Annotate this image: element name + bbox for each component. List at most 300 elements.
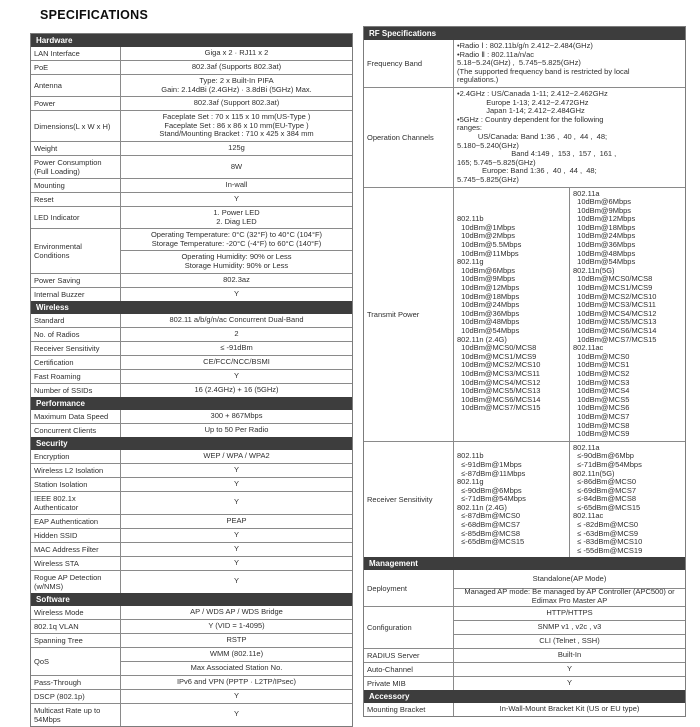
spec-value-line: 10dBm@MCS5/MCS13 [573,317,657,327]
spec-value-line: 10dBm@MCS3 [573,377,630,387]
spec-value-line: Y (VID = 1-4095) [208,620,265,630]
spec-value [121,193,352,206]
spec-value [121,464,352,477]
spec-value-subrow [121,424,352,437]
spec-label: LAN Interface [31,47,121,60]
spec-value-subrow [454,663,685,676]
spec-value [121,288,352,301]
section-header-wireless: Wireless [31,301,352,314]
spec-label: Antenna [31,75,121,96]
spec-value-line: ≤ -83dBm@MCS10 [573,537,643,547]
spec-value-cell [121,328,352,341]
spec-row [364,703,685,716]
spec-row [31,96,352,110]
spec-row [31,528,352,542]
spec-value-line: Standalone(AP Mode) [532,573,607,583]
spec-value-line: WMM (802.11e) [209,648,264,658]
spec-value-line: CLI (Telnet , SSH) [539,635,600,645]
spec-value-line: 802.11g [457,477,484,487]
spec-value-subrow [121,661,352,675]
spec-value-line: Y [233,370,239,380]
spec-label: Multicast Rate up to 54Mbps [31,704,121,726]
spec-label: Spanning Tree [31,634,121,647]
spec-value-line: •2.4GHz : US/Canada 1-11; 2.412~2.462GHz [457,88,608,98]
spec-label: Power Consumption (Full Loading) [31,156,121,178]
spec-value-line: ≤-84dBm@MCS8 [573,494,636,504]
spec-value-subrow [121,156,352,178]
spec-value [121,97,352,110]
spec-value-line: 10dBm@MCS1/MCS9 [457,351,537,361]
spec-row [31,606,352,619]
spec-value-cell [121,111,352,141]
spec-value-line: regulations.) [457,75,499,85]
spec-value-subrow [121,690,352,703]
spec-label: Receiver Sensitivity [364,442,454,558]
spec-value-cell [121,676,352,689]
spec-value-cell [121,464,352,477]
spec-value-line: ≤-69dBm@MCS7 [573,485,636,495]
spec-value [121,61,352,74]
spec-value-line: SNMP v1 , v2c , v3 [537,621,602,631]
spec-value-line: 10dBm@MCS4/MCS12 [457,377,541,387]
spec-value-subrow [121,529,352,542]
spec-label: Reset [31,193,121,206]
spec-value-cell [454,607,685,620]
spec-value-subrow [121,370,352,383]
spec-value-line: Y [233,478,239,488]
spec-value-cell [569,442,685,558]
spec-value-line: ≤-87dBm@11Mbps [457,468,526,478]
spec-value [454,442,685,558]
spec-label: QoS [31,648,121,675]
spec-value-line: Up to 50 Per Radio [204,424,269,434]
spec-row [31,410,352,423]
spec-value-subrow [121,142,352,155]
spec-value [121,543,352,556]
spec-value-line: ≤ -55dBm@MCS19 [573,545,643,555]
spec-value-subrow [121,314,352,327]
spec-label: Configuration [364,607,454,648]
spec-value-line: 802.11n(5G) [573,468,615,478]
spec-value-cell [121,557,352,570]
spec-value-subrow [121,250,352,272]
spec-label: Standard [31,314,121,327]
spec-value-line: 10dBm@MCS3/MCS11 [573,300,656,310]
spec-value-cell [121,193,352,206]
spec-row [31,689,352,703]
spec-value-line: 10dBm@24Mbps [457,300,520,310]
spec-value-line: In-Wall-Mount Bracket Kit (US or EU type) [499,703,640,713]
spec-value [121,424,352,437]
spec-value-line: 802.11g [457,257,484,267]
spec-label: Rogue AP Detection (w/NMS) [31,571,121,593]
spec-row [364,676,685,690]
spec-value [121,384,352,397]
spec-value-line: ≤-71dBm@54Mbps [573,459,642,469]
spec-label: Frequency Band [364,40,454,87]
spec-value-subrow [454,588,685,606]
spec-row [31,341,352,355]
spec-value-cell [121,75,352,96]
spec-label: Mounting [31,179,121,192]
spec-row [31,703,352,726]
spec-value [454,40,685,87]
spec-value-subrow [454,677,685,690]
spec-value-line: 10dBm@6Mbps [457,265,516,275]
spec-value-line: 5.180~5.240(GHz) [457,140,519,150]
spec-value-line: ≤ -82dBm@MCS0 [573,520,639,530]
spec-value-line: In-wall [225,180,248,190]
spec-value-subrow [121,606,352,619]
spec-label: Weight [31,142,121,155]
spec-row [364,187,685,441]
spec-value-line: ≤-65dBm@MCS15 [457,537,525,547]
spec-value-line: 10dBm@18Mbps [457,291,520,301]
spec-value-subrow [454,442,685,558]
spec-value-line: 10dBm@12Mbps [457,283,520,293]
spec-value-line: 10dBm@2Mbps [457,231,516,241]
spec-value-subrow [121,543,352,556]
spec-value-line: 10dBm@MCS2 [573,368,630,378]
spec-value-line: •Radio Ⅱ : 802.11a/n/ac [457,49,535,59]
spec-label: Wireless STA [31,557,121,570]
spec-value-line: 10dBm@MCS4 [573,386,630,396]
spec-row [31,178,352,192]
spec-value-line: 10dBm@MCS2/MCS10 [573,291,657,301]
spec-value-cell [121,179,352,192]
spec-value-line: ≤-86dBm@MCS0 [573,477,636,487]
spec-value-line: 802.11ac [573,343,604,353]
spec-value [121,314,352,327]
spec-value-cell [121,356,352,369]
spec-value-line: 802.11n (2.4G) [457,334,507,344]
spec-row [31,287,352,301]
spec-value-cell [454,442,569,558]
spec-value-line: 10dBm@MCS6 [573,403,630,413]
spec-label: Hidden SSID [31,529,121,542]
spec-label: LED Indicator [31,207,121,228]
spec-value [121,75,352,96]
spec-value-cell [121,156,352,178]
section-header-accessory: Accessory [364,690,685,703]
spec-value-line: 802.11n(5G) [573,265,615,275]
spec-value-line: Operating Temperature: 0°C (32°F) to 40°C (104°F) [150,230,323,240]
spec-value-cell [121,410,352,423]
spec-value-cell [121,384,352,397]
spec-value-line: Y [233,576,239,586]
page-title: SPECIFICATIONS [40,8,149,22]
spec-value-subrow [121,648,352,661]
spec-value-subrow [454,607,685,620]
spec-value-subrow [121,478,352,491]
spec-row [31,542,352,556]
section-header-hardware: Hardware [31,34,352,47]
spec-label: Certification [31,356,121,369]
spec-value [121,179,352,192]
spec-value-line: 2 [234,328,239,338]
spec-value-line: Y [566,663,572,673]
spec-value-cell [121,492,352,514]
spec-value-subrow [121,571,352,593]
spec-value-subrow [454,703,685,716]
spec-value [121,529,352,542]
spec-label: Transmit Power [364,188,454,441]
spec-value-subrow [121,111,352,141]
spec-value-line: 10dBm@MCS7 [573,411,630,421]
spec-label: Wireless L2 Isolation [31,464,121,477]
spec-value-cell [121,571,352,593]
spec-value-line: 10dBm@18Mbps [573,222,636,232]
spec-value-line: Japan 1-14; 2.412~2.484GHz [457,106,585,116]
spec-value-cell [121,515,352,528]
spec-value [121,704,352,726]
spec-value-cell [121,97,352,110]
spec-value-subrow [121,97,352,110]
spec-row [31,450,352,463]
section-header-software: Software [31,593,352,606]
spec-row [31,383,352,397]
spec-value-line: ≤-90dBm@6Mbp [573,451,634,461]
spec-value-subrow [121,328,352,341]
spec-value-line: (The supported frequency band is restricted by local [457,66,630,76]
spec-value-cell [121,47,352,60]
spec-value-line: 10dBm@MCS0/MCS8 [573,274,653,284]
spec-value-subrow [121,229,352,250]
spec-value [121,156,352,178]
spec-label: Encryption [31,450,121,463]
spec-columns [30,26,686,727]
spec-value-cell [454,703,685,716]
spec-value-line: 10dBm@24Mbps [573,231,636,241]
spec-value-line: 10dBm@MCS2/MCS10 [457,360,541,370]
spec-label: PoE [31,61,121,74]
spec-table-right [363,26,686,717]
spec-value-subrow [454,40,685,87]
spec-value-line: 10dBm@48Mbps [573,248,636,258]
spec-value-line: Managed AP mode: Be managed by AP Controller (APC500) or Edimax Pro Master AP [464,587,675,606]
spec-value-line: ≤-85dBm@MCS8 [457,528,520,538]
spec-value [121,370,352,383]
spec-value-subrow [454,634,685,648]
spec-value-cell [121,229,352,250]
spec-label: Number of SSIDs [31,384,121,397]
spec-value-line: Max Associated Station No. [190,662,283,672]
spec-value-line: Gain: 2.14dBi (2.4GHz) · 3.8dBi (5GHz) Max. [161,84,312,94]
spec-value-subrow [121,384,352,397]
spec-row [31,141,352,155]
spec-value-cell [454,88,685,187]
spec-label: Receiver Sensitivity [31,342,121,355]
spec-value-cell [454,649,685,662]
spec-value-cell [121,606,352,619]
spec-label: Mounting Bracket [364,703,454,716]
spec-value-line: Y [233,194,239,204]
spec-value-subrow [121,620,352,633]
spec-value-cell [454,40,685,87]
spec-value [454,663,685,676]
spec-value-line: Y [233,529,239,539]
spec-value-cell [454,188,569,441]
spec-value-line: 10dBm@9Mbps [457,274,516,284]
spec-value-line: Storage Humidity: 90% or Less [184,260,289,270]
spec-value-line: 802.3af (Supports 802.3at) [191,62,282,72]
spec-value-line: IPv6 and VPN (PPTP · L2TP/IPsec) [176,676,297,686]
spec-value-line: 10dBm@6Mbps [573,197,632,207]
spec-row [364,87,685,187]
spec-value-line: 10dBm@MCS6/MCS14 [457,394,541,404]
spec-value-line: RSTP [226,634,247,644]
spec-label: Pass-Through [31,676,121,689]
spec-value-line: 10dBm@36Mbps [573,240,636,250]
section-header-rf-specifications: RF Specifications [364,27,685,40]
spec-row [31,463,352,477]
spec-value-line: HTTP/HTTPS [546,607,593,617]
spec-value-subrow [121,356,352,369]
spec-label: Operation Channels [364,88,454,187]
spec-value-line: Y [233,709,239,719]
spec-value-line: ranges: [457,123,483,133]
spec-value-line: 165; 5.745~5.825(GHz) [457,157,536,167]
spec-value-cell [121,704,352,726]
spec-row [31,60,352,74]
spec-value-line: ≤-91dBm@1Mbps [457,459,522,469]
spec-row [31,647,352,675]
spec-row [31,477,352,491]
spec-value [121,111,352,141]
spec-value-line: 10dBm@54Mbps [457,326,520,335]
spec-value-subrow [121,450,352,463]
section-header-management: Management [364,557,685,570]
spec-label: Power Saving [31,274,121,287]
spec-label: Auto-Channel [364,663,454,676]
spec-row [31,423,352,437]
spec-value [454,570,685,605]
spec-label: RADIUS Server [364,649,454,662]
spec-value-cell [454,663,685,676]
spec-value-subrow [454,188,685,441]
spec-value-line: Faceplate Set : 70 x 115 x 10 mm(US-Type ) [162,112,311,122]
spec-value-cell [454,589,685,606]
spec-value-line: Giga x 2 · RJ11 x 2 [204,48,269,58]
spec-value-subrow [121,464,352,477]
spec-value-line: Type: 2 x Built-In PIFA [199,76,274,85]
spec-row [31,47,352,60]
spec-value-cell [121,634,352,647]
spec-value-line: Faceplate Set : 86 x 86 x 10 mm(EU-Type ) [164,120,309,130]
spec-value-line: 10dBm@11Mbps [457,248,519,258]
spec-value-subrow [121,410,352,423]
spec-value-line: 10dBm@MCS9 [573,429,630,439]
spec-value-line: 10dBm@MCS5/MCS13 [457,386,541,396]
spec-value-line: 802.11ac [573,511,604,521]
spec-value [121,515,352,528]
spec-row [364,648,685,662]
spec-value-line: ≤ -91dBm [220,342,253,352]
spec-value-subrow [121,634,352,647]
spec-value-cell [121,288,352,301]
spec-value-subrow [121,274,352,287]
spec-value-line: 5.745~5.825(GHz) [457,174,519,184]
spec-value-line: 10dBm@MCS3/MCS11 [457,368,540,378]
spec-label: EAP Authentication [31,515,121,528]
spec-value-cell [121,61,352,74]
spec-value-line: 10dBm@MCS7/MCS15 [573,334,657,344]
spec-value-line: 10dBm@MCS7/MCS15 [457,403,541,413]
spec-value-line: Europe 1-13; 2.412~2.472GHz [457,97,589,107]
spec-label: Wireless Mode [31,606,121,619]
spec-value-line: 2. Diag LED [216,216,257,226]
spec-value-subrow [121,342,352,355]
spec-row [364,606,685,648]
spec-value [121,274,352,287]
spec-label: Power [31,97,121,110]
spec-row [31,491,352,514]
spec-row [31,228,352,272]
spec-value-cell [121,543,352,556]
spec-value-line: ≤-65dBm@MCS15 [573,502,641,512]
spec-label: Private MIB [364,677,454,690]
spec-value-line: 10dBm@MCS1/MCS9 [573,283,653,293]
spec-row [31,369,352,383]
spec-row [31,206,352,228]
spec-label: IEEE 802.1x Authenticator [31,492,121,514]
spec-value [454,188,685,441]
spec-label: Dimensions(L x W x H) [31,111,121,141]
spec-value-line: Band 4:149 , 153 , 157 , 161 , [457,149,617,159]
spec-value [121,648,352,675]
spec-row [364,441,685,558]
spec-row [31,570,352,593]
spec-value [121,620,352,633]
spec-value-line: Y [233,543,239,553]
section-header-performance: Performance [31,397,352,410]
spec-value-line: CE/FCC/NCC/BSMI [203,356,270,366]
spec-value-line: US/Canada: Band 1:36 , 40 , 44 , 48; [457,131,608,141]
spec-value-line: 8W [230,161,243,171]
spec-value-line: 802.11a [573,188,600,198]
spec-row [31,273,352,287]
spec-value [454,703,685,716]
spec-value-line: 10dBm@MCS5 [573,394,630,404]
spec-label: 802.1q VLAN [31,620,121,633]
spec-value-line: 10dBm@MCS1 [573,360,630,370]
spec-value-cell [454,635,685,648]
spec-value-line: 10dBm@54Mbps [573,257,636,267]
spec-value-line: 10dBm@9Mbps [573,205,632,215]
spec-value-subrow [121,207,352,228]
spec-label: MAC Address Filter [31,543,121,556]
spec-value-line: WEP / WPA / WPA2 [203,450,270,460]
spec-value-subrow [121,492,352,514]
spec-value-line: 16 (2.4GHz) + 16 (5GHz) [194,384,279,394]
spec-value [121,676,352,689]
spec-value-line: Storage Temperature: -20°C (-4°F) to 60°C (140°F) [151,238,322,248]
spec-value-line: Y [233,690,239,700]
spec-value-line: Stand/Mounting Bracket : 710 x 425 x 384 mm [159,129,314,139]
spec-value-line: Y [233,288,239,298]
spec-row [364,40,685,87]
spec-value-line: Y [233,557,239,567]
spec-value-line: 10dBm@36Mbps [457,308,520,318]
spec-row [31,556,352,570]
spec-value-cell [121,450,352,463]
spec-value-subrow [121,515,352,528]
spec-row [31,155,352,178]
spec-value-line: 10dBm@MCS6/MCS14 [573,326,657,335]
spec-value-line: AP / WDS AP / WDS Bridge [190,606,283,616]
spec-value-line: 10dBm@5.5Mbps [457,240,522,250]
spec-value-line: 802.11b [457,214,484,224]
